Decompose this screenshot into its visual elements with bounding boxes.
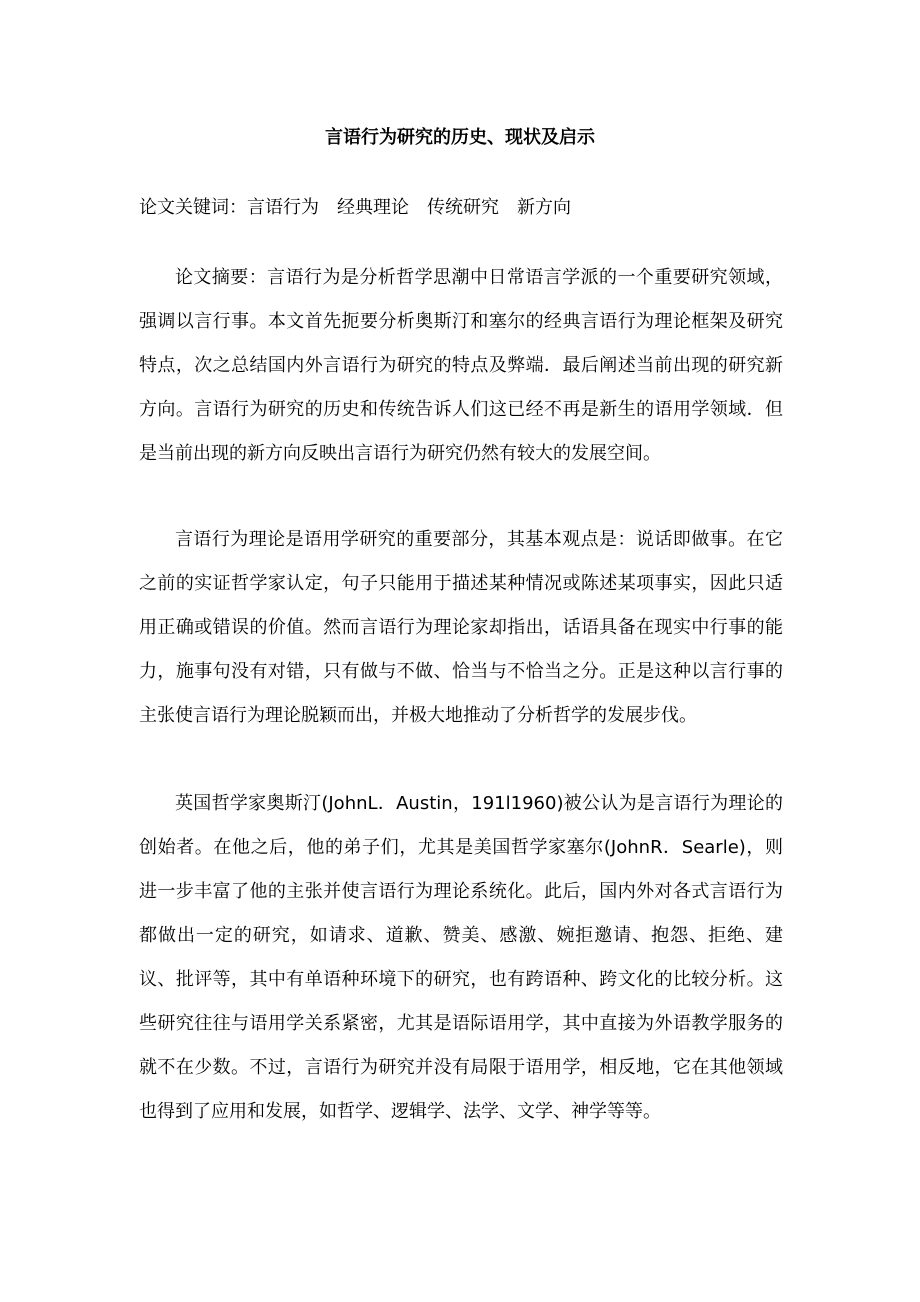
body-paragraph: 英国哲学家奥斯汀(JohnL．Austin，191l1960)被公认为是言语行为理论的创始者。在他之后，他的弟子们，尤其是美国哲学家塞尔(JohnR．Searle)，则进一步丰富了他的主张并使言语行为理论系统化。此后，国内外对各式言语行为都做出一定的研究，如请求、道歉、赞美、感激、婉拒邀请、抱怨、拒绝、建议、批评等，其中有单语种环境下的研究，也有跨语种、跨文化的比较分析。这些研究往往与语用学关系紧密，尤其是语际语用学，其中直接为外语教学服务的就不在少数。不过，言语行为研究并没有局限于语用学，相反地，它在其他领域也得到了应用和发展，如哲学、逻辑学、法学、文学、神学等等。 xyxy=(139,793,783,1122)
keyword-item: 新方向 xyxy=(517,197,571,218)
keywords-label: 论文关键词： xyxy=(139,197,247,218)
body-paragraph: 言语行为理论是语用学研究的重要部分，其基本观点是：说话即做事。在它之前的实证哲学家认定，句子只能用于描述某种情况或陈述某项事实，因此只适用正确或错误的价值。然而言语行为理论家却指出，话语具备在现实中行事的能力，施事句没有对错，只有做与不做、恰当与不恰当之分。正是这种以言行事的主张使言语行为理论脱颖而出，并极大地推动了分析哲学的发展步伐。 xyxy=(139,529,783,726)
document-title: 言语行为研究的历史、现状及启示 xyxy=(325,127,595,148)
keyword-item: 言语行为 xyxy=(247,197,319,218)
abstract-paragraph: 论文摘要：言语行为是分析哲学思潮中日常语言学派的一个重要研究领域，强调以言行事。本文首先扼要分析奥斯汀和塞尔的经典言语行为理论框架及研究特点，次之总结国内外言语行为研究的特点及弊端．最后阐述当前出现的研究新方向。言语行为研究的历史和传统告诉人们这已经不再是新生的语用学领域．但是当前出现的新方向反映出言语行为研究仍然有较大的发展空间。 xyxy=(139,267,783,464)
keyword-item: 传统研究 xyxy=(427,197,499,218)
keyword-item: 经典理论 xyxy=(337,197,409,218)
keywords-line xyxy=(139,193,789,223)
